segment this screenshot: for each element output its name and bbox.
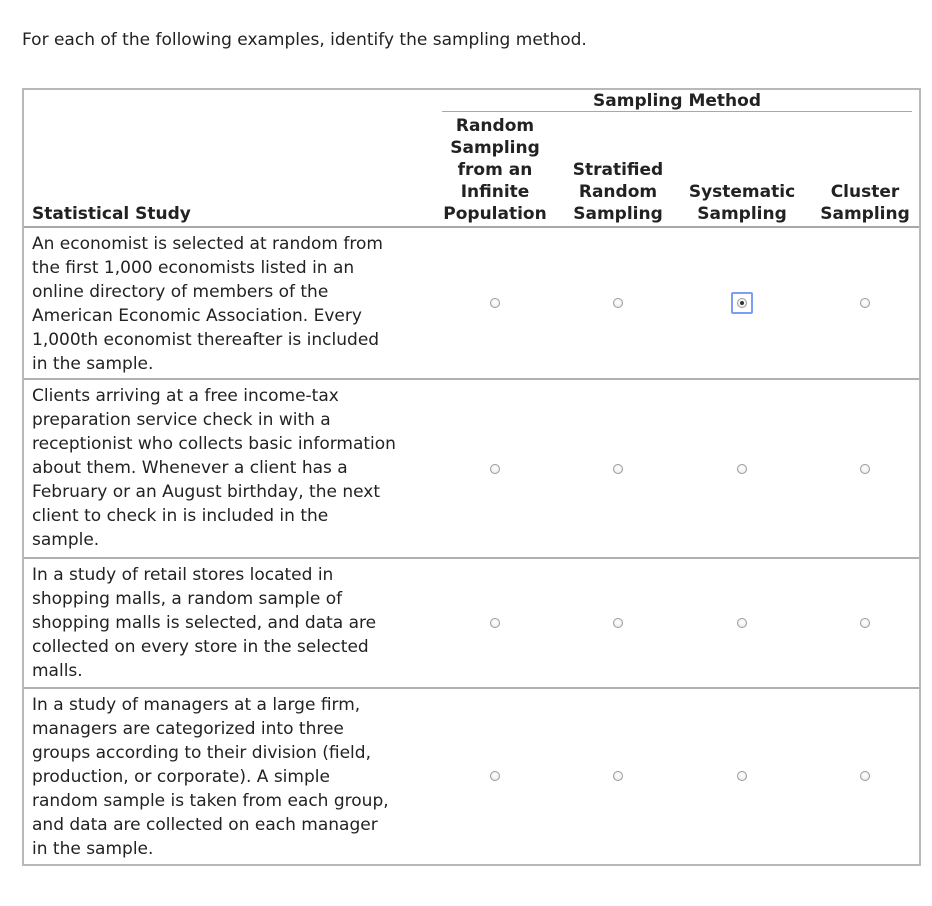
column-header-systematic	[683, 181, 801, 225]
study-description-line: 1,000th economist thereafter is included	[32, 330, 380, 350]
table-row	[24, 228, 919, 380]
study-description-line: Clients arriving at a free income-tax	[32, 386, 339, 406]
radio-stratified-random[interactable]	[613, 771, 623, 781]
radio-stratified-random[interactable]	[613, 464, 623, 474]
column-header-cluster	[813, 181, 917, 225]
column-header-line: Systematic	[688, 182, 796, 202]
radio-systematic[interactable]	[737, 771, 747, 781]
study-description	[32, 384, 432, 552]
radio-cluster[interactable]	[860, 771, 870, 781]
table-header	[24, 90, 919, 228]
study-description-line: random sample is taken from each group,	[32, 791, 389, 811]
table-row	[24, 380, 919, 559]
radio-cluster[interactable]	[860, 618, 870, 628]
radio-cluster[interactable]	[860, 298, 870, 308]
table-row	[24, 559, 919, 689]
study-description-line: production, or corporate). A simple	[32, 767, 330, 787]
study-description-line: shopping malls, a random sample of	[32, 589, 343, 609]
radio-random-infinite[interactable]	[490, 298, 500, 308]
study-description-line: managers are categorized into three	[32, 719, 344, 739]
study-description-line: online directory of members of the	[32, 282, 329, 302]
radio-stratified-random[interactable]	[613, 618, 623, 628]
study-description-line: and data are collected on each manager	[32, 815, 378, 835]
study-description-line: in the sample.	[32, 354, 154, 374]
column-header-line: Sampling	[450, 138, 540, 158]
study-description	[32, 693, 432, 861]
group-header: Sampling Method	[593, 91, 761, 111]
column-header-line: Infinite	[460, 182, 530, 202]
study-description-line: American Economic Association. Every	[32, 306, 362, 326]
radio-cluster[interactable]	[860, 464, 870, 474]
column-header-line: Population	[443, 204, 547, 224]
column-header-line: Sampling	[573, 204, 663, 224]
study-description-line: malls.	[32, 661, 83, 681]
column-header-random-infinite	[436, 115, 554, 225]
study-description-line: sample.	[32, 530, 100, 550]
study-description	[32, 563, 432, 683]
study-description-line: An economist is selected at random from	[32, 234, 383, 254]
study-description-line: receptionist who collects basic information	[32, 434, 396, 454]
column-header-line: from an	[457, 160, 533, 180]
column-header-line: Sampling	[697, 204, 787, 224]
study-description-line: shopping malls is selected, and data are	[32, 613, 377, 633]
column-header-line: Stratified	[572, 160, 664, 180]
radio-stratified-random[interactable]	[613, 298, 623, 308]
group-header-rule	[442, 111, 912, 112]
radio-random-infinite[interactable]	[490, 771, 500, 781]
sampling-method-table	[22, 88, 921, 866]
radio-systematic[interactable]	[737, 618, 747, 628]
table-row	[24, 689, 919, 865]
study-description-line: about them. Whenever a client has a	[32, 458, 348, 478]
radio-systematic[interactable]	[737, 464, 747, 474]
radio-random-infinite[interactable]	[490, 618, 500, 628]
study-description	[32, 232, 432, 376]
study-description-line: February or an August birthday, the next	[32, 482, 381, 502]
column-header-line: Cluster	[830, 182, 900, 202]
study-description-line: In a study of managers at a large firm,	[32, 695, 361, 715]
radio-focus-ring	[731, 292, 753, 314]
study-description-line: collected on every store in the selected	[32, 637, 369, 657]
radio-systematic[interactable]	[737, 298, 747, 308]
study-description-line: In a study of retail stores located in	[32, 565, 334, 585]
study-column-header: Statistical Study	[32, 204, 191, 224]
study-description-line: in the sample.	[32, 839, 154, 859]
study-description-line: the first 1,000 economists listed in an	[32, 258, 355, 278]
column-header-line: Random	[455, 116, 535, 136]
question-prompt: For each of the following examples, identify the sampling method.	[22, 30, 587, 50]
column-header-line: Sampling	[820, 204, 910, 224]
radio-random-infinite[interactable]	[490, 464, 500, 474]
column-header-stratified-random	[566, 159, 670, 225]
study-description-line: preparation service check in with a	[32, 410, 331, 430]
study-description-line: client to check in is included in the	[32, 506, 329, 526]
study-description-line: groups according to their division (field,	[32, 743, 371, 763]
column-header-line: Random	[578, 182, 658, 202]
